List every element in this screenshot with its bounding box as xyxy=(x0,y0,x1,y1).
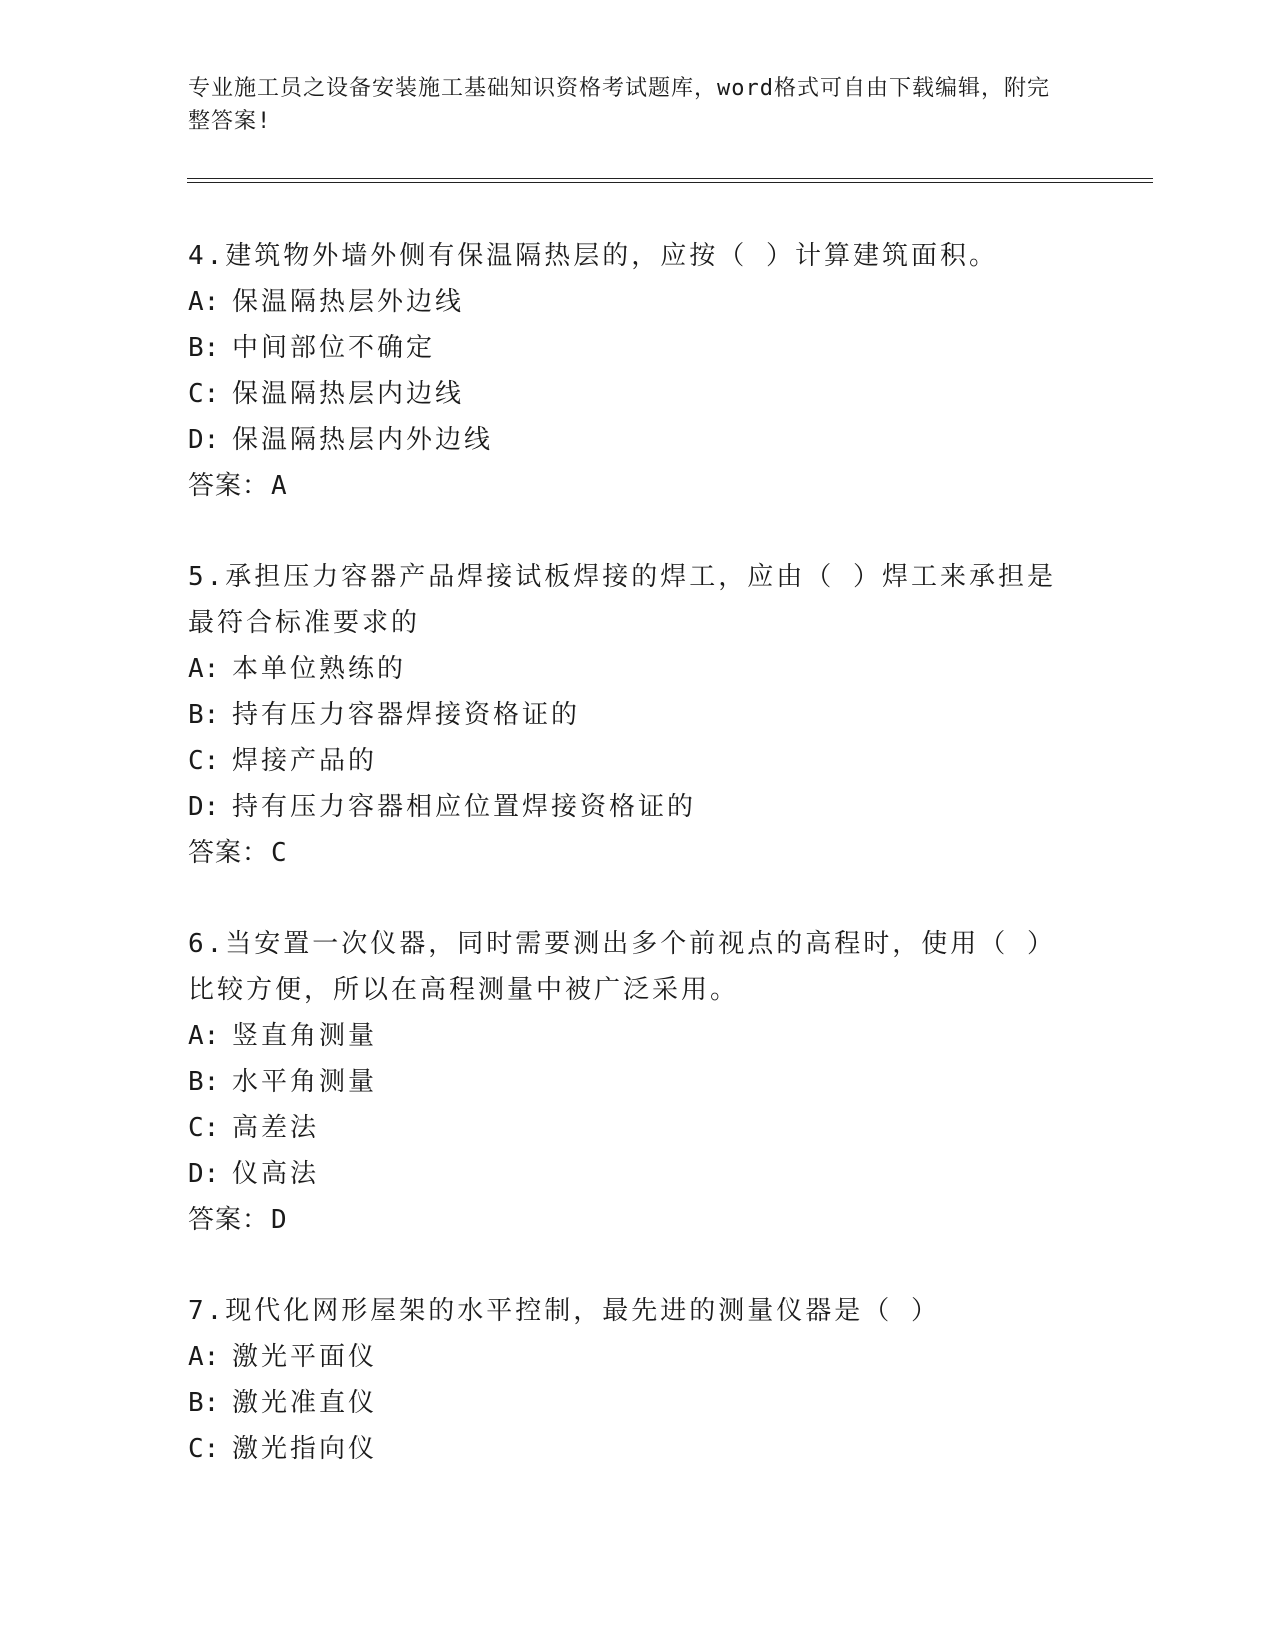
question-stem: 5.承担压力容器产品焊接试板焊接的焊工，应由（ ）焊工来承担是最符合标准要求的 xyxy=(188,562,1056,638)
header-intro: 专业施工员之设备安装施工基础知识资格考试题库，word格式可自由下载编辑，附完整答案! xyxy=(188,76,1050,134)
option-text: 保温隔热层内外边线 xyxy=(232,425,494,455)
option-text: 保温隔热层外边线 xyxy=(232,287,465,317)
answer-value: C xyxy=(271,838,288,868)
option-letter: A: xyxy=(188,654,220,684)
option-text: 仪高法 xyxy=(232,1159,320,1189)
option-text: 高差法 xyxy=(232,1113,320,1143)
option-a xyxy=(188,1013,1088,1059)
option-letter: A: xyxy=(188,287,220,317)
option-b xyxy=(188,692,1088,738)
answer-label: 答案： xyxy=(188,471,270,501)
question-list xyxy=(188,233,1088,1517)
option-letter: D: xyxy=(188,1159,220,1189)
option-text: 竖直角测量 xyxy=(232,1021,378,1051)
option-d xyxy=(188,417,1088,463)
question-stem: 7.现代化网形屋架的水平控制，最先进的测量仪器是（ ） xyxy=(188,1296,940,1326)
option-text: 持有压力容器焊接资格证的 xyxy=(232,700,581,730)
option-a xyxy=(188,1334,1088,1380)
option-text: 中间部位不确定 xyxy=(232,333,436,363)
option-a xyxy=(188,279,1088,325)
option-text: 持有压力容器相应位置焊接资格证的 xyxy=(232,792,697,822)
option-b xyxy=(188,1380,1088,1426)
question-item xyxy=(188,921,1088,1243)
option-text: 水平角测量 xyxy=(232,1067,378,1097)
answer-line xyxy=(188,830,1088,876)
option-letter: C: xyxy=(188,1113,220,1143)
option-b xyxy=(188,325,1088,371)
question-item xyxy=(188,554,1088,876)
option-text: 本单位熟练的 xyxy=(232,654,407,684)
answer-line xyxy=(188,463,1088,509)
answer-value: A xyxy=(271,471,288,501)
option-letter: D: xyxy=(188,792,220,822)
answer-label: 答案： xyxy=(188,1205,270,1235)
question-stem: 6.当安置一次仪器，同时需要测出多个前视点的高程时，使用（ ）比较方便，所以在高程测量中被广泛采用。 xyxy=(188,929,1056,1005)
option-text: 激光指向仪 xyxy=(232,1434,378,1464)
option-b xyxy=(188,1059,1088,1105)
header-divider xyxy=(187,178,1153,183)
option-letter: C: xyxy=(188,379,220,409)
question-item xyxy=(188,1288,1088,1472)
option-letter: B: xyxy=(188,333,220,363)
option-c xyxy=(188,738,1088,784)
option-letter: C: xyxy=(188,1434,220,1464)
option-d xyxy=(188,784,1088,830)
option-text: 焊接产品的 xyxy=(232,746,378,776)
option-letter: A: xyxy=(188,1342,220,1372)
option-letter: B: xyxy=(188,1067,220,1097)
answer-value: D xyxy=(271,1205,288,1235)
option-letter: B: xyxy=(188,1388,220,1418)
option-letter: B: xyxy=(188,700,220,730)
question-stem: 4.建筑物外墙外侧有保温隔热层的，应按（ ）计算建筑面积。 xyxy=(188,241,998,271)
option-letter: C: xyxy=(188,746,220,776)
question-item xyxy=(188,233,1088,509)
option-text: 激光平面仪 xyxy=(232,1342,378,1372)
option-a xyxy=(188,646,1088,692)
option-letter: A: xyxy=(188,1021,220,1051)
option-letter: D: xyxy=(188,425,220,455)
option-c xyxy=(188,1105,1088,1151)
answer-line xyxy=(188,1197,1088,1243)
option-text: 保温隔热层内边线 xyxy=(232,379,465,409)
option-d xyxy=(188,1151,1088,1197)
option-c xyxy=(188,371,1088,417)
answer-label: 答案： xyxy=(188,838,270,868)
option-c xyxy=(188,1426,1088,1472)
option-text: 激光准直仪 xyxy=(232,1388,378,1418)
